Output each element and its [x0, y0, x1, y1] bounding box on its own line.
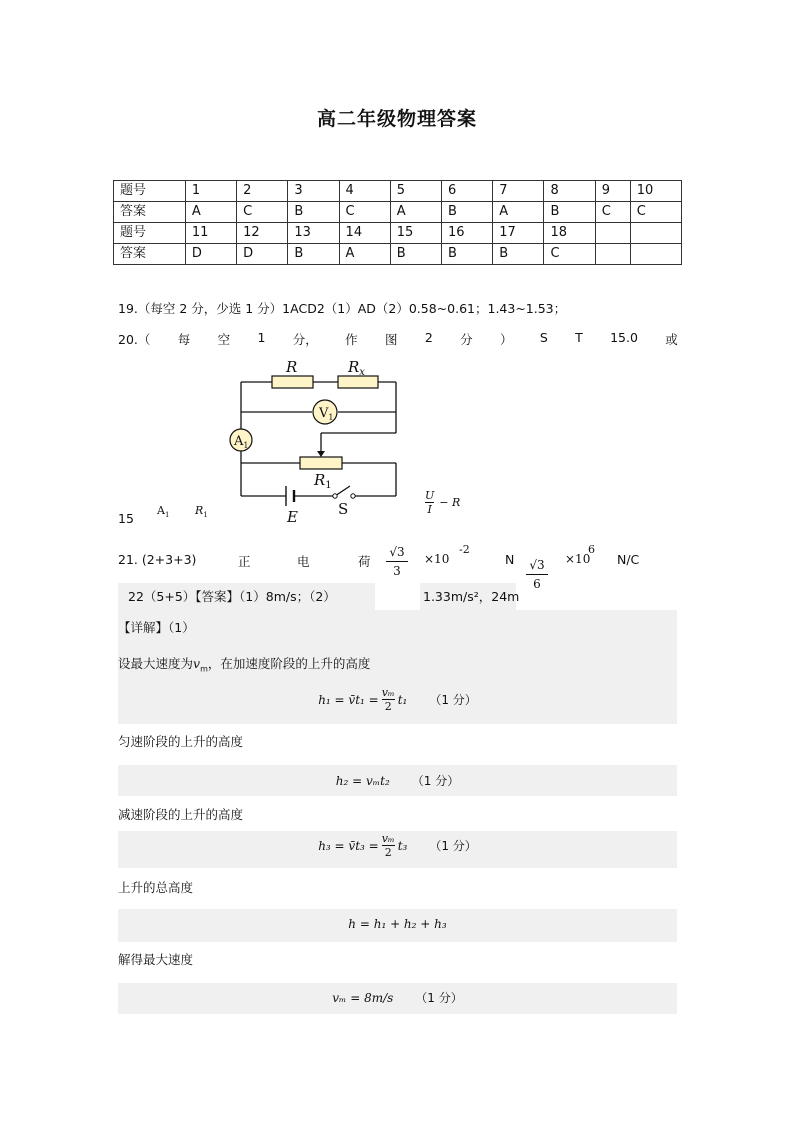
- circuit-diagram: [222, 355, 412, 525]
- q20-token: T: [575, 330, 583, 345]
- page-title: 高二年级物理答案: [316, 108, 477, 130]
- table-row: [114, 202, 682, 223]
- equation-4: h = h₁ + h₂ + h₃: [348, 917, 447, 931]
- table-cell: 7: [493, 181, 544, 202]
- table-cell: A: [185, 202, 236, 223]
- q21-exp-1: -2: [459, 543, 470, 556]
- q20-answer-r1: $R_1$: [195, 504, 208, 520]
- table-cell: 15: [390, 223, 441, 244]
- table-cell: 9: [595, 181, 630, 202]
- table-cell: C: [630, 202, 681, 223]
- equation-2: h₂ = vₘt₂ （1 分）: [335, 773, 460, 788]
- table-cell: 12: [237, 223, 288, 244]
- q20-token: 1: [257, 330, 266, 345]
- q20-token: 空: [217, 332, 231, 347]
- equation-3: h₃ = v̄t₃ = $\frac{\text{vₘ}}{2}$ t₃ （1 分）: [318, 832, 477, 859]
- table-cell: B: [544, 202, 595, 223]
- equation-1: h₁ = v̄t₁ = $\frac{\text{vₘ}}{2}$ t₁ （1 分）: [318, 686, 477, 713]
- table-cell: 1: [185, 181, 236, 202]
- q21-times-1: ×10: [424, 552, 450, 566]
- table-cell: [630, 223, 681, 244]
- label-r1: $R_1$: [314, 471, 332, 491]
- table-row-header: 题号: [114, 181, 186, 202]
- q21-label: 21. (2+3+3): [118, 552, 197, 567]
- table-row-header: 答案: [114, 244, 186, 265]
- table-cell: 14: [339, 223, 390, 244]
- answer-table: [113, 180, 682, 265]
- table-cell: B: [288, 244, 339, 265]
- table-cell: C: [595, 202, 630, 223]
- table-cell: 2: [237, 181, 288, 202]
- table-cell: A: [493, 202, 544, 223]
- q21-exp-2: 6: [588, 543, 595, 556]
- table-cell: B: [390, 244, 441, 265]
- label-e: E: [287, 508, 298, 525]
- detail-label: 【详解】（1）: [118, 620, 195, 635]
- detail-p3: 减速阶段的上升的高度: [118, 807, 244, 822]
- label-rx: $R_x$: [348, 358, 365, 378]
- q20-token: 分，: [292, 332, 318, 347]
- q20-token: 图: [384, 332, 398, 347]
- label-a1: $A_1$: [234, 434, 249, 450]
- q20-token: 15.0: [610, 330, 638, 345]
- table-cell: B: [288, 202, 339, 223]
- table-row: [114, 244, 682, 265]
- table-cell: A: [339, 244, 390, 265]
- q21-word-2: 电: [297, 554, 310, 569]
- switch-contact: [333, 494, 337, 498]
- rheostat-r1: [300, 457, 342, 469]
- q20-token: 2: [424, 330, 433, 345]
- label-v1: $V_1$: [319, 406, 334, 422]
- table-cell: 8: [544, 181, 595, 202]
- table-cell: 17: [493, 223, 544, 244]
- table-cell: [595, 223, 630, 244]
- table-cell: 3: [288, 181, 339, 202]
- table-cell: 10: [630, 181, 681, 202]
- q20-answer-15: 15: [118, 511, 134, 526]
- table-cell: 5: [390, 181, 441, 202]
- table-cell: 13: [288, 223, 339, 244]
- table-cell: D: [185, 244, 236, 265]
- q21-unit-1: N: [505, 552, 515, 567]
- q20-token: 每: [177, 332, 191, 347]
- table-cell: [595, 244, 630, 265]
- q22-answer-tail: 1.33m/s²，24m: [423, 589, 520, 604]
- q20-token: ）: [499, 332, 513, 347]
- label-r: R: [286, 358, 298, 376]
- q21-word-1: 正: [238, 554, 251, 569]
- switch-contact: [351, 494, 355, 498]
- table-cell: 6: [442, 181, 493, 202]
- q22-answer: 22（5+5）【答案】（1）8m/s；（2）: [128, 589, 336, 604]
- q21-fraction-2: √3 6: [526, 558, 548, 591]
- detail-p5: 解得最大速度: [118, 952, 194, 967]
- table-row: [114, 223, 682, 244]
- q20-line: [118, 330, 678, 348]
- q19-line: 19.（每空 2 分，少选 1 分）1ACD2（1）AD（2）0.58~0.61；1.43~1.53；: [118, 301, 567, 316]
- label-s: S: [338, 500, 349, 518]
- table-cell: B: [442, 202, 493, 223]
- table-cell: 16: [442, 223, 493, 244]
- q20-token: S: [539, 330, 548, 345]
- detail-p4: 上升的总高度: [118, 880, 194, 895]
- table-row-header: 题号: [114, 223, 186, 244]
- table-cell: [630, 244, 681, 265]
- q20-answer-formula: $\frac{U}{I}$ − R: [425, 489, 461, 516]
- q21-fraction-1: √3 3: [386, 545, 408, 578]
- q21-times-2: ×10: [565, 552, 591, 566]
- q20-token: 20.（: [118, 332, 151, 347]
- table-cell: A: [390, 202, 441, 223]
- table-cell: 18: [544, 223, 595, 244]
- table-cell: D: [237, 244, 288, 265]
- q20-token: 分: [460, 332, 473, 347]
- table-cell: B: [493, 244, 544, 265]
- q20-answer-a1: $A_1$: [157, 504, 170, 520]
- q20-token: 作: [345, 332, 358, 347]
- detail-p2: 匀速阶段的上升的高度: [118, 734, 244, 749]
- q20-token: 或: [665, 332, 678, 347]
- q21-unit-2: N/C: [617, 552, 640, 567]
- table-cell: C: [544, 244, 595, 265]
- table-cell: C: [339, 202, 390, 223]
- q21-word-3: 荷: [358, 554, 371, 569]
- slider-arrow-icon: [317, 451, 325, 457]
- table-cell: C: [237, 202, 288, 223]
- resistor-r: [272, 376, 313, 388]
- detail-p1: 设最大速度为$v_m$，在加速度阶段的上升的高度: [118, 656, 371, 674]
- table-cell: B: [442, 244, 493, 265]
- table-row: [114, 181, 682, 202]
- resistor-rx: [338, 376, 378, 388]
- table-row-header: 答案: [114, 202, 186, 223]
- equation-5: vₘ = 8m/s （1 分）: [332, 990, 463, 1005]
- table-cell: 11: [185, 223, 236, 244]
- table-cell: 4: [339, 181, 390, 202]
